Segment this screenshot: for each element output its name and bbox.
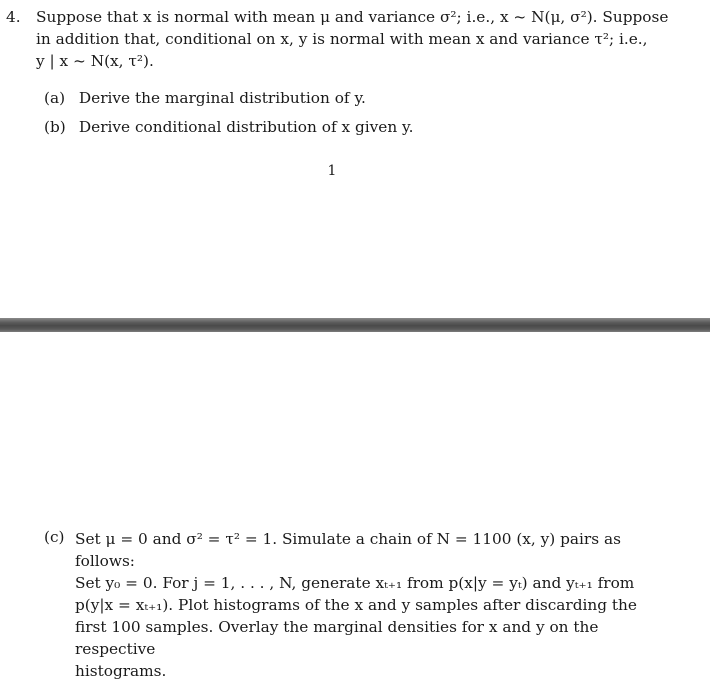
part-c-line-5: first 100 samples. Overlay the marginal densities for x and y on the respective (75, 618, 599, 658)
part-a-label: (a) (44, 89, 66, 107)
part-b-text: Derive conditional distribution of x given y. (78, 118, 414, 136)
intro-text-3: y | x ~ N(x, τ²). (36, 52, 154, 70)
part-c-body (75, 528, 675, 682)
part-c-line-2: follows: (75, 552, 135, 570)
part-a-text: Derive the marginal distribution of y. (78, 89, 366, 107)
part-c-line-4: p(y|x = xₜ₊₁). Plot histograms of the x and y samples after discarding the (75, 596, 637, 614)
part-b (44, 118, 414, 136)
part-b-label: (b) (44, 118, 66, 136)
part-c-line-3: Set y₀ = 0. For j = 1, . . . , N, generate xₜ₊₁ from p(x|y = yₜ) and yₜ₊₁ from (75, 574, 635, 592)
part-a (44, 89, 366, 107)
part-c-line-6: histograms. (75, 662, 167, 680)
page-break-divider (0, 318, 710, 332)
problem-number: 4. (6, 8, 21, 26)
page-2 (0, 332, 710, 680)
intro-text-1: Suppose that x is normal with mean μ and variance σ²; i.e., x ~ N(μ, σ²). Suppose (36, 8, 669, 26)
part-c-label: (c) (44, 528, 65, 546)
page-1 (0, 0, 710, 318)
intro-text-2: in addition that, conditional on x, y is normal with mean x and variance τ²; i.e., (36, 30, 648, 48)
part-c-line-1: Set μ = 0 and σ² = τ² = 1. Simulate a chain of N = 1100 (x, y) pairs as (75, 530, 621, 548)
page-number: 1 (327, 163, 337, 179)
